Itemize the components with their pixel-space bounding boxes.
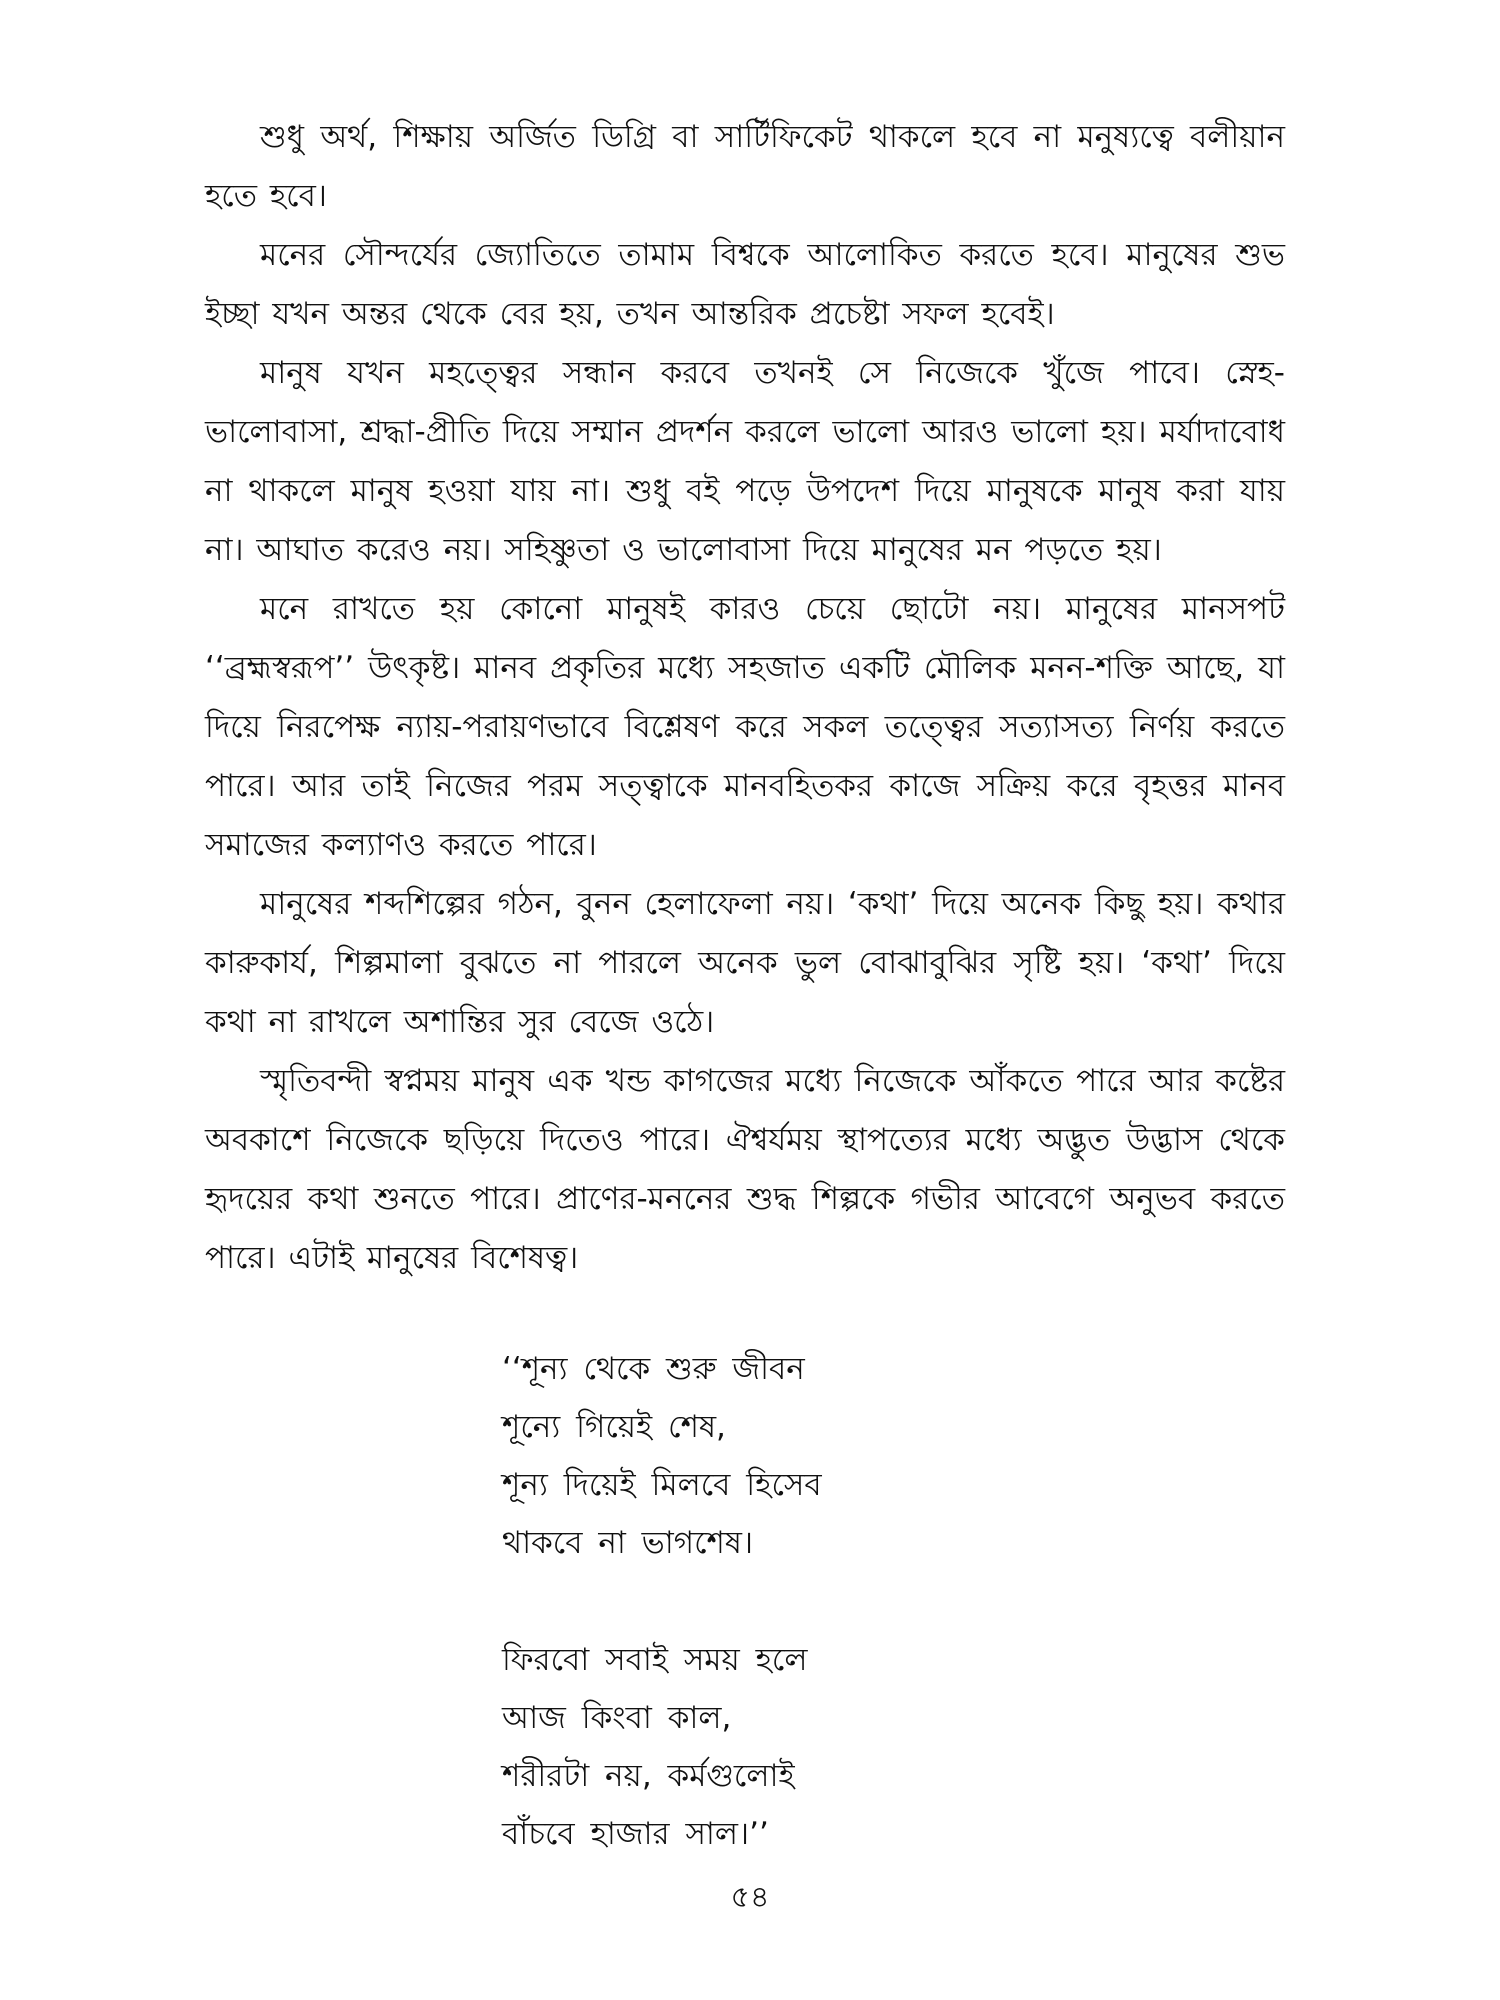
paragraph: মনের সৌন্দর্যের জ্যোতিতে তামাম বিশ্বকে আলোকিত করতে হবে। মানুষের শুভ ইচ্ছা যখন অন্তর থেকে বের হয়, তখন আন্তরিক প্রচেষ্টা সফল হবেই। <box>205 237 1285 332</box>
poem-line: বাঁচবে হাজার সাল।’’ <box>502 1816 769 1852</box>
paragraph: মানুষ যখন মহত্ত্বের সন্ধান করবে তখনই সে নিজেকে খুঁজে পাবে। স্নেহ-ভালোবাসা, শ্রদ্ধা-প্রীতি দিয়ে সম্মান প্রদর্শন করলে ভালো আরও ভালো হয়। মর্যাদাবোধ না থাকলে মানুষ হওয়া যায় না। শুধু বই পড়ে উপদেশ দিয়ে মানুষকে মানুষ করা যায় না। আঘাত করেও নয়। সহিষ্ণুতা ও ভালোবাসা দিয়ে মানুষের মন পড়তে হয়। <box>205 355 1285 568</box>
poem-line: শূন্যে গিয়েই শেষ, <box>502 1409 726 1445</box>
paragraph: শুধু অর্থ, শিক্ষায় অর্জিত ডিগ্রি বা সার্টিফিকেট থাকলে হবে না মনুষ্যত্বে বলীয়ান হতে হবে। <box>205 119 1285 214</box>
poem <box>502 1340 1202 1863</box>
poem-line: ‘‘শূন্য থেকে শুরু জীবন <box>502 1351 805 1387</box>
poem-line: শূন্য দিয়েই মিলবে হিসেব <box>502 1467 822 1503</box>
poem-stanza-2 <box>502 1631 1202 1863</box>
page-number: ৫৪ <box>730 1880 770 1915</box>
paragraph: স্মৃতিবন্দী স্বপ্নময় মানুষ এক খন্ড কাগজের মধ্যে নিজেকে আঁকতে পারে আর কষ্টের অবকাশে নিজেকে ছড়িয়ে দিতেও পারে। ঐশ্বর্যময় স্থাপত্যের মধ্যে অদ্ভুত উদ্ভাস থেকে হৃদয়ের কথা শুনতে পারে। প্রাণের-মননের শুদ্ধ শিল্পকে গভীর আবেগে অনুভব করতে পারে। এটাই মানুষের বিশেষত্ব। <box>205 1063 1285 1276</box>
body-text <box>205 108 1285 1288</box>
poem-line: থাকবে না ভাগশেষ। <box>502 1525 754 1561</box>
paragraph: মানুষের শব্দশিল্পের গঠন, বুনন হেলাফেলা নয়। ‘কথা’ দিয়ে অনেক কিছু হয়। কথার কারুকার্য, শিল্পমালা বুঝতে না পারলে অনেক ভুল বোঝাবুঝির সৃষ্টি হয়। ‘কথা’ দিয়ে কথা না রাখলে অশান্তির সুর বেজে ওঠে। <box>205 886 1285 1040</box>
poem-line: আজ কিংবা কাল, <box>502 1700 732 1736</box>
poem-line: ফিরবো সবাই সময় হলে <box>502 1642 808 1678</box>
poem-line: শরীরটা নয়, কর্মগুলোই <box>502 1758 795 1794</box>
paragraph: মনে রাখতে হয় কোনো মানুষই কারও চেয়ে ছোটো নয়। মানুষের মানসপট ‘‘ব্রহ্মস্বরূপ’’ উৎকৃষ্ট। মানব প্রকৃতির মধ্যে সহজাত একটি মৌলিক মনন-শক্তি আছে, যা দিয়ে নিরপেক্ষ ন্যায়-পরায়ণভাবে বিশ্লেষণ করে সকল তত্ত্বের সত্যাসত্য নির্ণয় করতে পারে। আর তাই নিজের পরম সত্ত্বাকে মানবহিতকর কাজে সক্রিয় করে বৃহত্তর মানব সমাজের কল্যাণও করতে পারে। <box>205 591 1285 863</box>
poem-stanza-1 <box>502 1340 1202 1572</box>
